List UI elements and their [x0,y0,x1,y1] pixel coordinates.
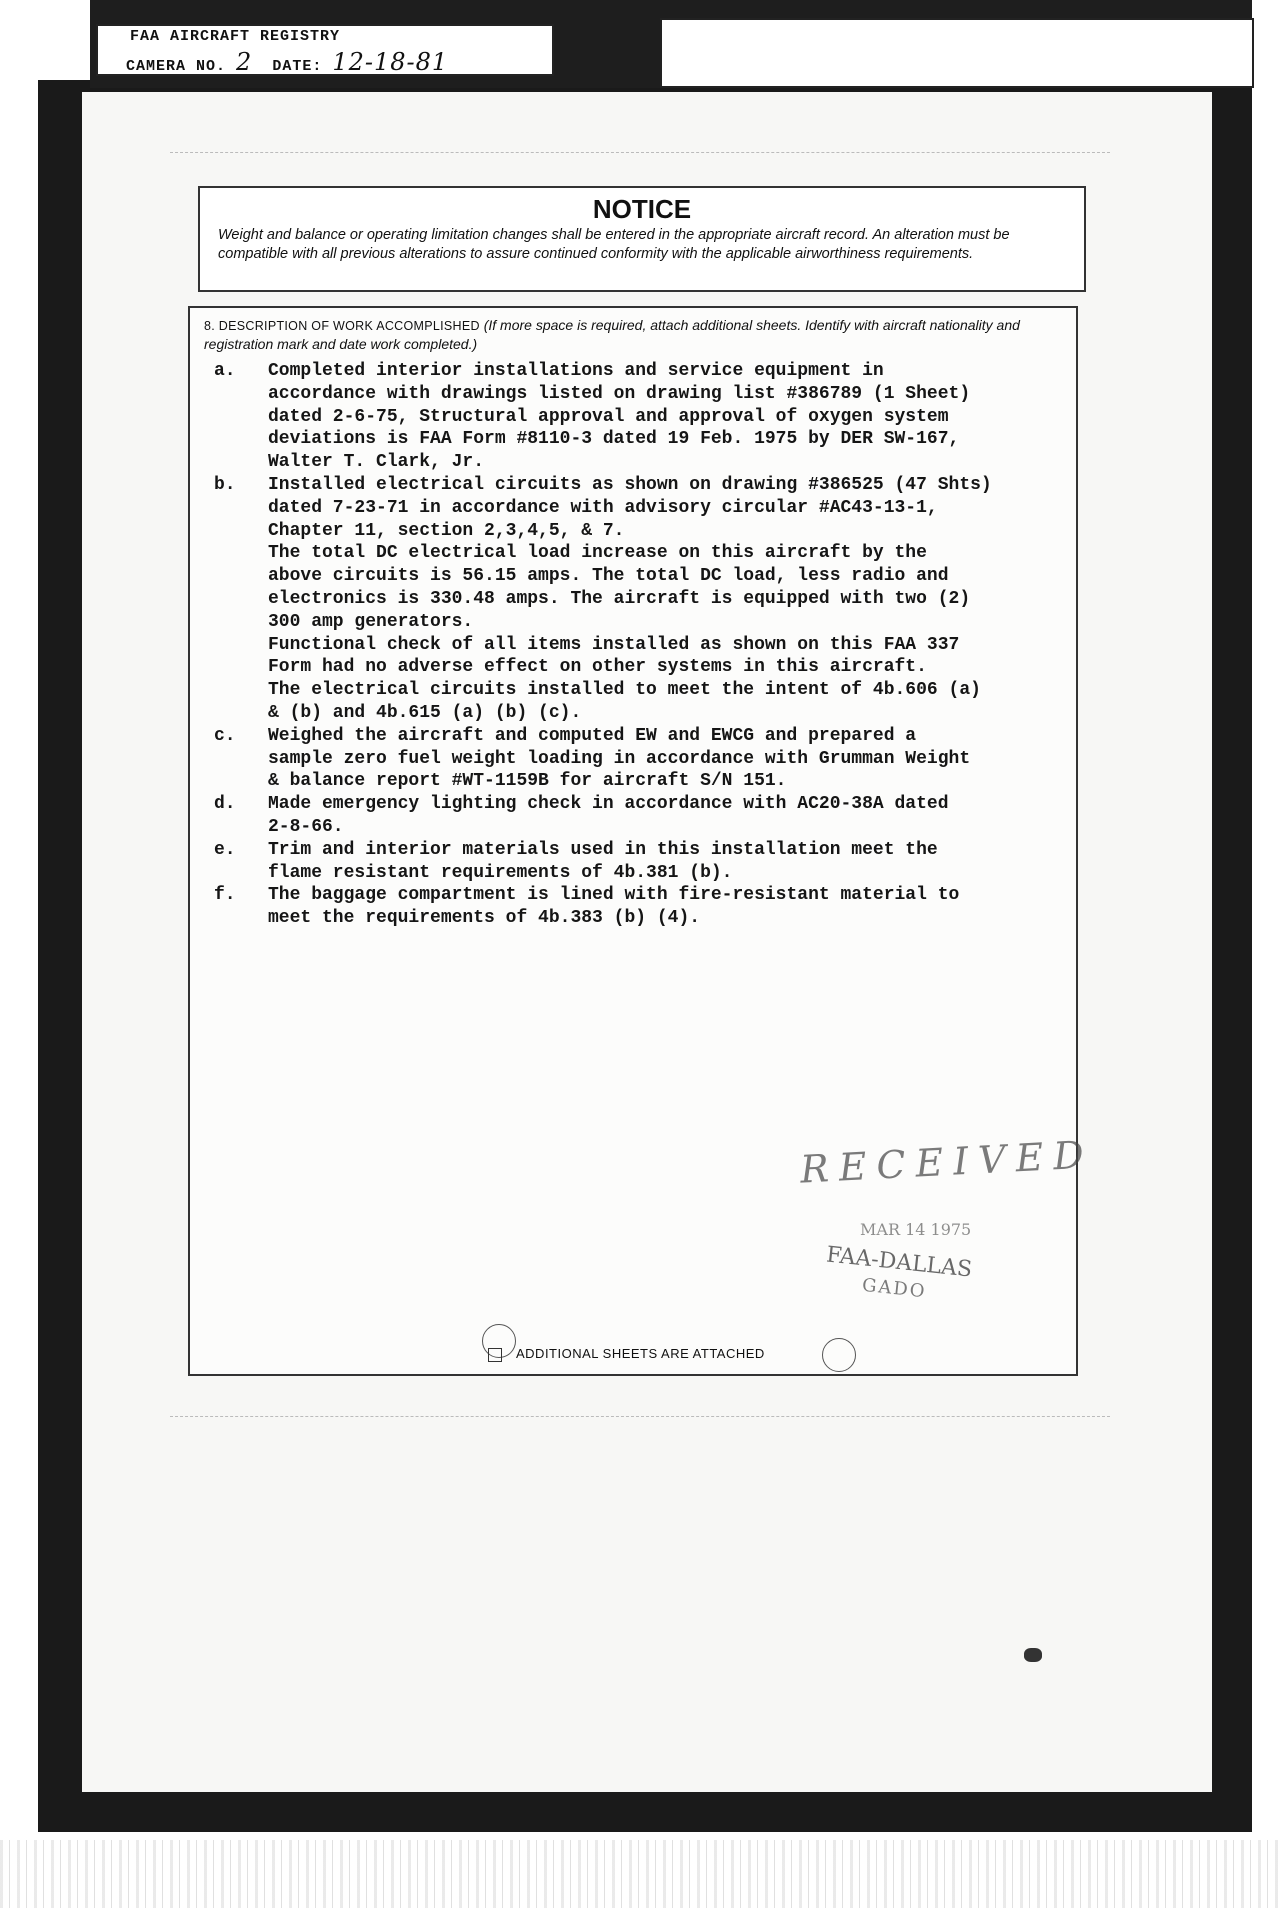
work-item-line: & (b) and 4b.615 (a) (b) (c). [268,702,582,723]
scan-speck [1024,1648,1042,1662]
work-item-line: The electrical circuits installed to meet the intent of 4b.606 (a) [268,680,981,701]
camera-date-line [126,48,448,76]
description-header [204,316,1054,353]
additional-sheets-checkbox [488,1348,502,1362]
work-item-line: 300 amp generators. [268,611,474,632]
additional-sheets-label: ADDITIONAL SHEETS ARE ATTACHED [516,1346,765,1361]
work-item-line: Installed electrical circuits as shown on drawing #386525 (47 Shts) [268,474,992,495]
blank-label-box [660,18,1254,88]
work-item-line: flame resistant requirements of 4b.381 (b). [268,862,733,883]
work-item-line: dated 2-6-75, Structural approval and approval of oxygen system [268,406,949,427]
punch-hole-right [822,1338,856,1372]
work-item-letter: b. [214,474,236,495]
work-item [214,793,1074,839]
work-item-letter: f. [214,885,236,906]
work-item-letter: d. [214,794,236,815]
scan-noise-strip [0,1840,1280,1908]
notice-box [198,186,1086,292]
work-items-list [214,360,1074,930]
work-item-line: Trim and interior materials used in this installation meet the [268,839,938,860]
work-item-line: above circuits is 56.15 amps. The total DC load, less radio and [268,566,949,587]
work-item [214,839,1074,885]
dashed-rule-bottom [170,1416,1110,1417]
work-item-line: Made emergency lighting check in accordance with AC20-38A dated [268,794,949,815]
work-item-letter: e. [214,839,236,860]
work-item [214,725,1074,793]
work-item-line: Weighed the aircraft and computed EW and EWCG and prepared a [268,725,917,746]
work-item [214,474,1074,725]
dashed-rule-top [170,152,1110,153]
work-item-line: accordance with drawings listed on drawing list #386789 (1 Sheet) [268,383,971,404]
work-item-letter: c. [214,725,236,746]
work-item-line: 2-8-66. [268,816,344,837]
stamp-date: MAR 14 1975 [860,1220,972,1239]
registry-camera-label [96,24,554,76]
work-item [214,884,1074,930]
work-item-line: electronics is 330.48 amps. The aircraft is equipped with two (2) [268,588,971,609]
work-item-line: meet the requirements of 4b.383 (b) (4). [268,908,701,929]
work-item-line: & balance report #WT-1159B for aircraft S/N 151. [268,771,787,792]
description-instructions: (If more space is required, attach additional sheets. Identify with aircraft nationality and registration mark and date work completed.) [204,317,1020,352]
received-stamp [799,1132,1095,1320]
work-item-line: dated 7-23-71 in accordance with advisory circular #AC43-13-1, [268,497,938,518]
work-item-line: deviations is FAA Form #8110-3 dated 19 Feb. 1975 by DER SW-167, [268,429,960,450]
work-item [214,360,1074,474]
work-item-line: Completed interior installations and service equipment in [268,361,884,381]
date-label: DATE: [272,58,323,75]
notice-title: NOTICE [592,194,692,224]
registry-title: FAA AIRCRAFT REGISTRY [130,28,341,45]
work-item-line: sample zero fuel weight loading in accordance with Grumman Weight [268,748,971,769]
work-item-line: The baggage compartment is lined with fire-resistant material to [268,885,960,906]
work-item-line: The total DC electrical load increase on this aircraft by the [268,543,927,564]
camera-label: CAMERA NO. [126,58,227,75]
notice-text: Weight and balance or operating limitation changes shall be entered in the appropriate aircraft record. An alteration must be compatible with all previous alterations to assure continued conformity with the applicable airworthiness requirements. [218,227,1010,262]
work-item-line: Chapter 11, section 2,3,4,5, & 7. [268,520,625,541]
description-heading: 8. DESCRIPTION OF WORK ACCOMPLISHED [204,319,480,333]
camera-number: 2 [236,48,253,76]
stamp-office: FAA-DALLAS [825,1242,974,1283]
stamp-received: RECEIVED [799,1132,1095,1192]
work-item-line: Walter T. Clark, Jr. [268,452,485,473]
work-item-letter: a. [214,361,236,381]
stamp-sub: GADO [861,1274,928,1303]
work-item-line: Form had no adverse effect on other systems in this aircraft. [268,657,927,678]
work-item-line: Functional check of all items installed as shown on this FAA 337 [268,634,960,655]
date-value: 12-18-81 [332,48,449,76]
